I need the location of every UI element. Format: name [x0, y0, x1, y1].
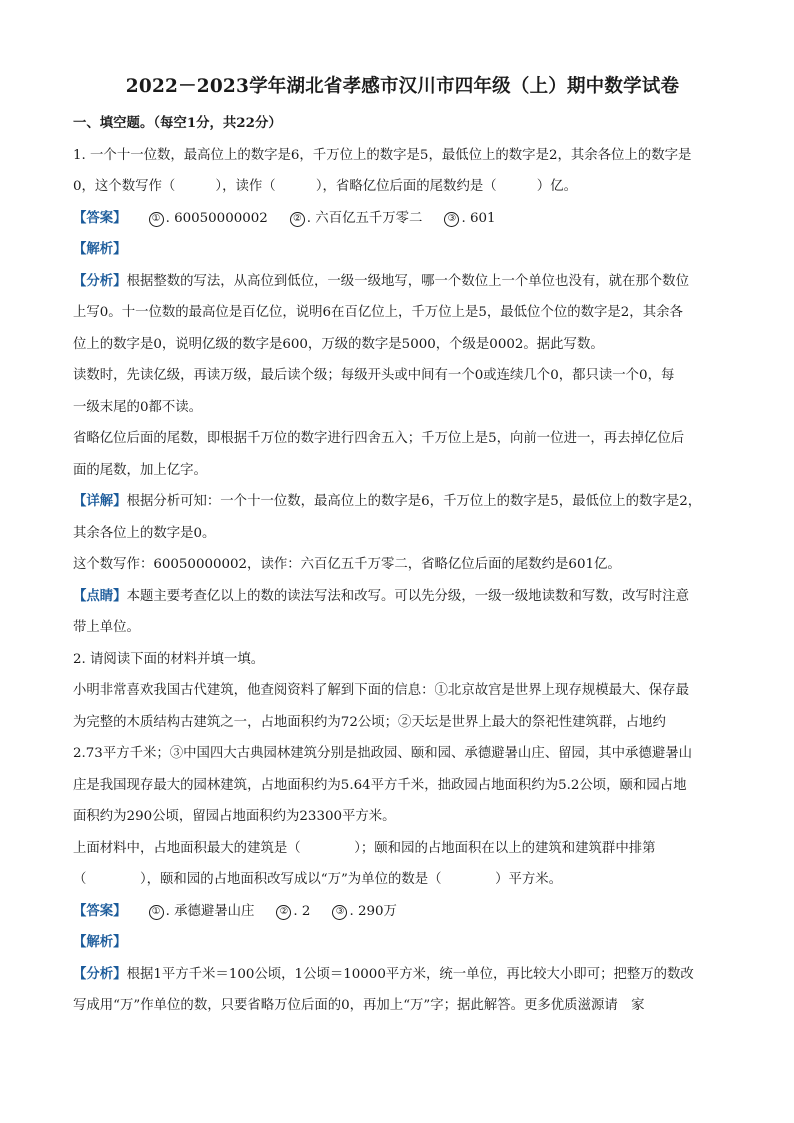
q1-read-line-1: 读数时，先读亿级，再读万级，最后读个级；每级开头或中间有一个0或连续几个0，都只读一个0，每: [73, 368, 675, 383]
page-title: 2022－2023学年湖北省孝感市汉川市四年级（上）期中数学试卷: [125, 76, 680, 97]
q1-fenxi-line-3: 位上的数字是0，说明亿级的数字是600，万级的数字是5000，个级是0002。据此写数。: [73, 336, 604, 352]
q1-analysis-tag: 【解析】: [73, 241, 127, 257]
q1-comment-line-2: 带上单位。: [73, 620, 140, 635]
q1-text-line-2: 0，这个数写作（ ），读作（ ），省略亿位后面的尾数约是（ ）亿。: [73, 179, 577, 194]
q2-material-line-3: 2.73平方千米；③中国四大古典园林建筑分别是拙政园、颐和园、承德避暑山庄、留园，其中承德避暑山: [73, 746, 692, 761]
q2-material-line-2: 为完整的木质结构古建筑之一，占地面积约为72公顷；②天坛是世界上最大的祭祀性建筑群，占地约: [73, 714, 666, 730]
q1-detail-line-1: [73, 486, 732, 518]
q2-analysis-tag: 【解析】: [73, 934, 127, 950]
q2-answer-2-text: . 2: [293, 903, 311, 919]
q1-answer-2-text: . 六百亿五千万零二: [306, 210, 423, 226]
answer-tag: 【答案】: [73, 902, 127, 919]
q1-answer-2: [290, 203, 423, 235]
q1-fenxi-line-2: 上写0。十一位数的最高位是百亿位，说明6在百亿位上，千万位上是5，最低位个位的数字是2，其余各: [73, 305, 683, 320]
circled-number-icon: ②: [276, 905, 291, 920]
q2-answer-3: [332, 896, 396, 928]
q1-comment-line-1: [73, 581, 732, 613]
q2-material-line-4: 庄是我国现存最大的园林建筑，占地面积约为5.64平方千米，拙政园占地面积约为5.2公顷，颐和园占地: [73, 777, 687, 793]
q1-fenxi-text-1: 根据整数的写法，从高位到低位，一级一级地写，哪一个数位上一个单位也没有，就在那个数位: [126, 273, 689, 289]
section-heading: 一、填空题。（每空1分，共22分）: [73, 115, 282, 131]
q1-detail-line-3: 这个数写作：60050000002，读作：六百亿五千万零二，省略亿位后面的尾数约是601亿。: [73, 557, 621, 572]
q1-omit-line-2: 面的尾数，加上亿字。: [73, 462, 207, 478]
q2-answer-1-text: . 承德避暑山庄: [165, 903, 255, 919]
circled-number-icon: ③: [444, 212, 459, 227]
q2-question-line-2: （ ），颐和园的占地面积改写成以“万”为单位的数是（ ）平方米。: [73, 872, 563, 887]
q2-material-line-1: 小明非常喜欢我国古代建筑，他查阅资料了解到下面的信息：①北京故宫是世界上现存规模最大、保存最: [73, 683, 689, 698]
q1-answer-1-text: . 60050000002: [165, 210, 268, 226]
q2-fenxi-text-1: 根据1平方千米＝100公顷，1公顷＝10000平方米，统一单位，再比较大小即可；把整万的数改: [126, 966, 694, 982]
q2-answer-2: [276, 896, 310, 928]
fenxi-tag: 【分析】: [73, 965, 127, 982]
q2-text-line-1: 2. 请阅读下面的材料并填一填。: [73, 651, 265, 667]
q1-text-line-1: 1. 一个十一位数，最高位上的数字是6，千万位上的数字是5，最低位上的数字是2，其余各位上的数字是: [73, 147, 692, 163]
comment-tag: 【点睛】: [73, 587, 127, 604]
q1-comment-text-1: 本题主要考查亿以上的数的读法写法和改写。可以先分级，一级一级地读数和写数，改写时注意: [126, 588, 689, 604]
q1-detail-text-1: 根据分析可知：一个十一位数，最高位上的数字是6，千万位上的数字是5，最低位上的数字是2，: [126, 494, 702, 509]
q1-answer-line: [73, 203, 732, 235]
q2-answer-3-text: . 290万: [349, 903, 397, 919]
q2-answer-1: [149, 896, 255, 928]
q2-question-line-1: 上面材料中，占地面积最大的建筑是（ ）；颐和园的占地面积在以上的建筑和建筑群中排第: [73, 840, 656, 856]
q1-omit-line-1: 省略亿位后面的尾数，即根据千万位的数字进行四舍五入；千万位上是5，向前一位进一，再去掉亿位后: [73, 431, 685, 446]
q2-fenxi-line-2: 写成用“万”作单位的数，只要省略万位后面的0，再加上“万”字；据此解答。更多优质滋源请 家: [73, 998, 645, 1013]
answer-tag: 【答案】: [73, 209, 127, 226]
q2-material-line-5: 面积约为290公顷，留园占地面积约为23300平方米。: [73, 809, 396, 824]
q1-detail-line-2: 其余各位上的数字是0。: [73, 525, 216, 541]
circled-number-icon: ②: [290, 212, 305, 227]
circled-number-icon: ①: [149, 905, 164, 920]
circled-number-icon: ①: [149, 212, 164, 227]
q1-answer-3: [444, 203, 495, 235]
fenxi-tag: 【分析】: [73, 272, 127, 289]
q1-answer-3-text: . 601: [461, 210, 496, 226]
q2-fenxi-line-1: [73, 959, 732, 991]
q1-read-line-2: 一级末尾的0都不读。: [73, 399, 203, 415]
q2-answer-line: [73, 896, 732, 928]
detail-tag: 【详解】: [73, 493, 127, 509]
circled-number-icon: ③: [332, 905, 347, 920]
q1-answer-1: [149, 203, 268, 235]
q1-fenxi-line-1: [73, 266, 732, 298]
